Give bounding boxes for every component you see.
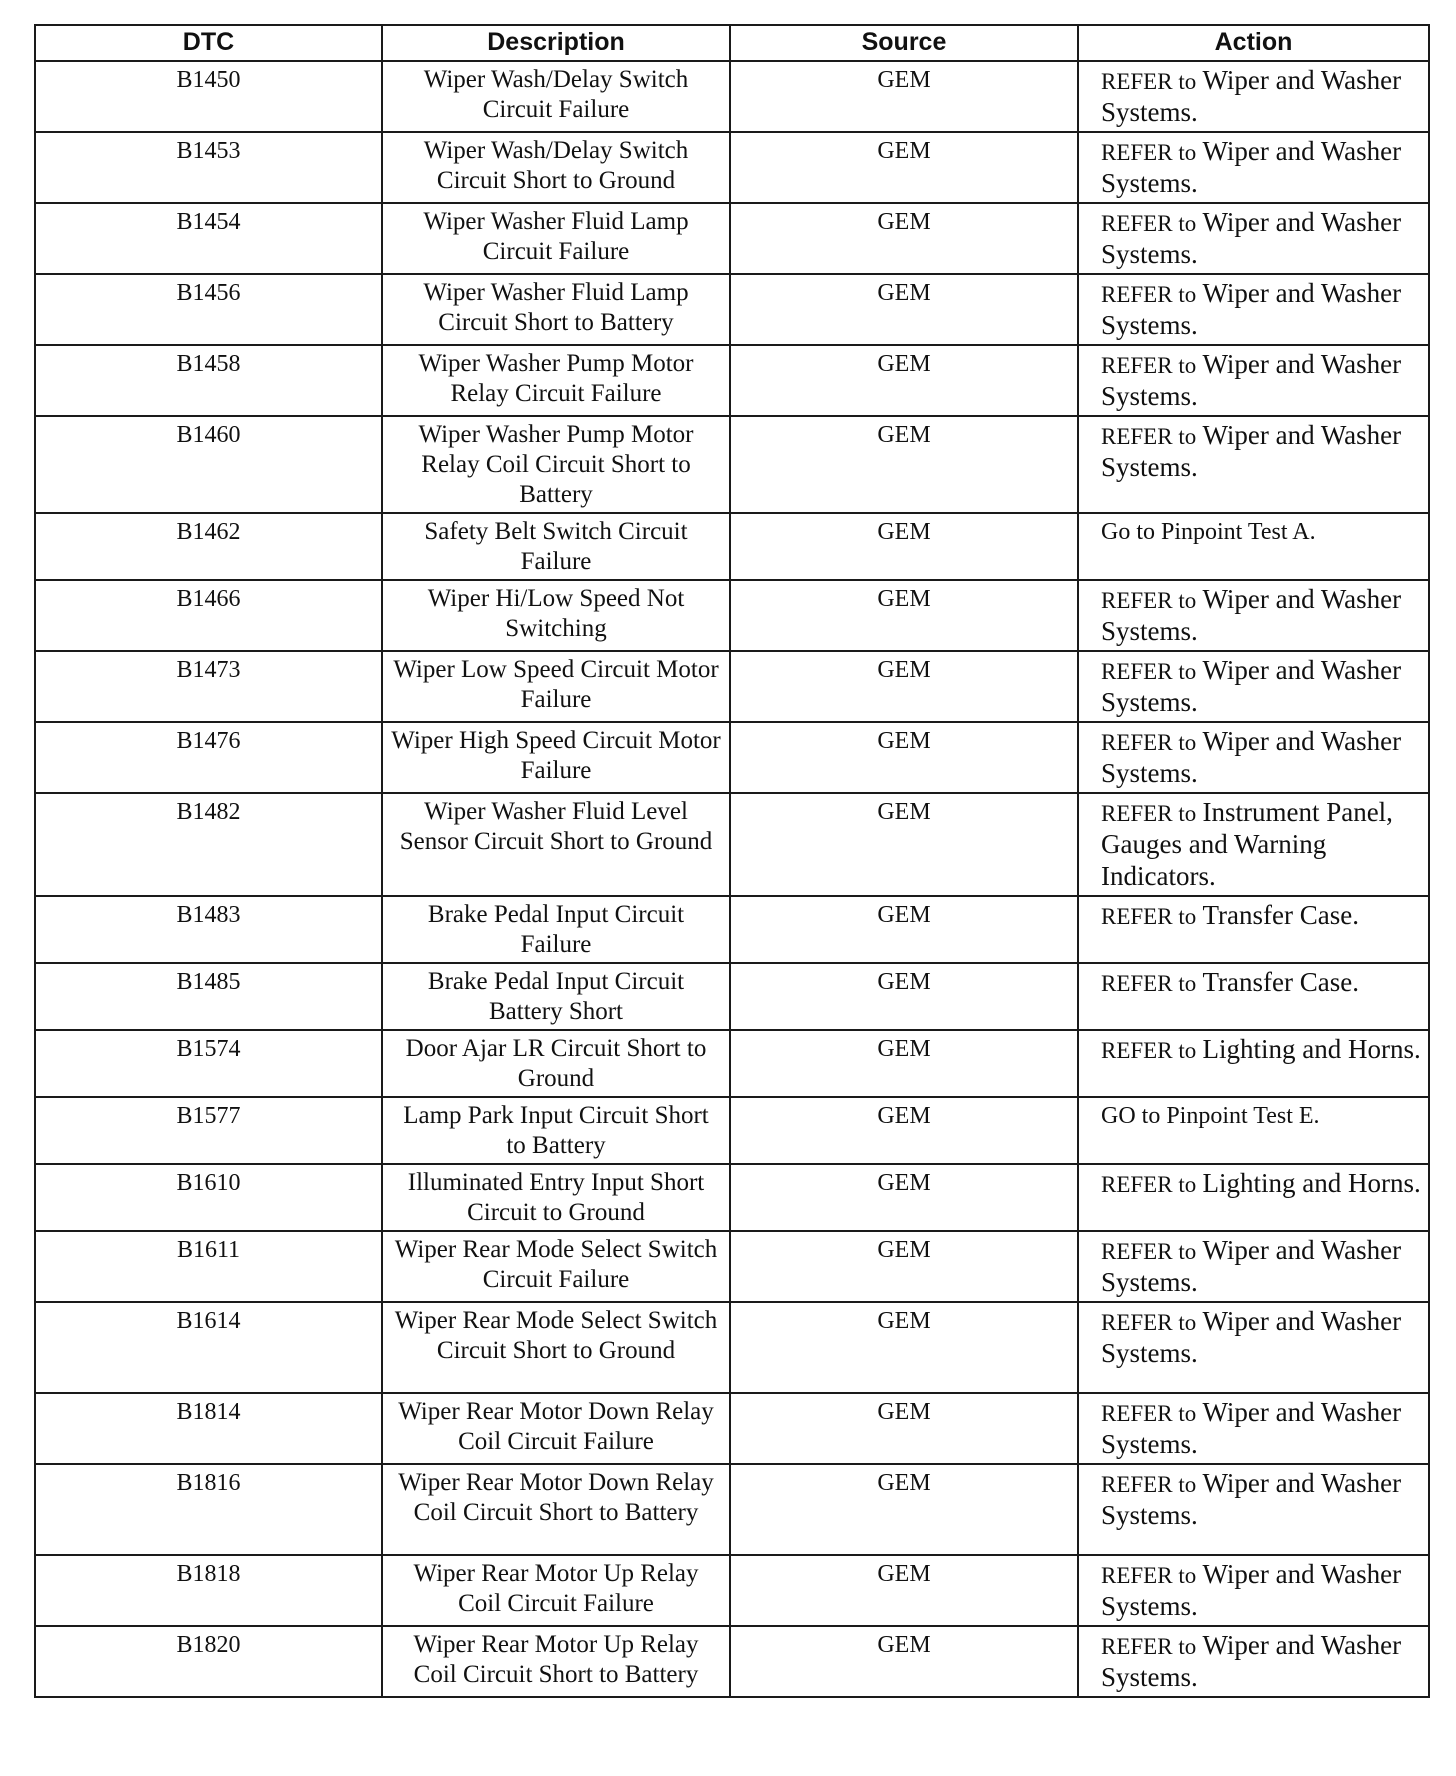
action-text: Lighting and Horns.: [1202, 1034, 1421, 1064]
action-prefix: REFER to: [1101, 971, 1197, 996]
dtc-code-cell: B1611: [35, 1231, 382, 1302]
description-cell: Wiper Wash/Delay Switch Circuit Failure: [382, 61, 730, 132]
description-cell: Wiper Washer Pump Motor Relay Circuit Failure: [382, 345, 730, 416]
source-cell: GEM: [730, 345, 1078, 416]
action-text: Wiper and Washer Systems.: [1101, 1235, 1402, 1297]
action-prefix: REFER to: [1101, 282, 1197, 307]
source-cell: GEM: [730, 580, 1078, 651]
action-cell: [1078, 963, 1429, 1030]
action-prefix: REFER to: [1101, 353, 1197, 378]
table-header: [35, 25, 1429, 61]
table-row: [35, 722, 1429, 793]
source-cell: GEM: [730, 1555, 1078, 1626]
dtc-code-cell: B1482: [35, 793, 382, 896]
source-cell: GEM: [730, 1393, 1078, 1464]
description-cell: Wiper Washer Fluid Level Sensor Circuit Short to Ground: [382, 793, 730, 896]
action-text: Wiper and Washer Systems.: [1101, 136, 1402, 198]
source-cell: GEM: [730, 1626, 1078, 1697]
table-row: [35, 1464, 1429, 1555]
source-cell: GEM: [730, 1464, 1078, 1555]
action-cell: [1078, 1231, 1429, 1302]
action-cell: [1078, 132, 1429, 203]
action-text: Instrument Panel, Gauges and Warning Indicators.: [1101, 797, 1393, 891]
action-text: Go to Pinpoint Test A.: [1101, 519, 1316, 545]
description-cell: Wiper Rear Motor Down Relay Coil Circuit Short to Battery: [382, 1464, 730, 1555]
action-prefix: REFER to: [1101, 659, 1197, 684]
dtc-code-cell: B1614: [35, 1302, 382, 1393]
action-cell: [1078, 345, 1429, 416]
dtc-code-cell: B1462: [35, 513, 382, 580]
dtc-code-cell: B1577: [35, 1097, 382, 1164]
action-prefix: REFER to: [1101, 1401, 1197, 1426]
source-cell: GEM: [730, 416, 1078, 513]
action-prefix: REFER to: [1101, 1634, 1197, 1659]
source-cell: GEM: [730, 274, 1078, 345]
action-cell: [1078, 722, 1429, 793]
dtc-code-cell: B1453: [35, 132, 382, 203]
dtc-code-cell: B1456: [35, 274, 382, 345]
table-row: [35, 651, 1429, 722]
dtc-code-cell: B1818: [35, 1555, 382, 1626]
dtc-code-cell: B1476: [35, 722, 382, 793]
description-cell: Lamp Park Input Circuit Short to Battery: [382, 1097, 730, 1164]
action-cell: [1078, 203, 1429, 274]
description-cell: Wiper Rear Motor Up Relay Coil Circuit Failure: [382, 1555, 730, 1626]
action-prefix: REFER to: [1101, 1172, 1197, 1197]
dtc-code-cell: B1820: [35, 1626, 382, 1697]
table-row: [35, 274, 1429, 345]
dtc-code-cell: B1454: [35, 203, 382, 274]
description-cell: Wiper Hi/Low Speed Not Switching: [382, 580, 730, 651]
dtc-code-cell: B1466: [35, 580, 382, 651]
table-row: [35, 1626, 1429, 1697]
description-cell: Wiper Washer Fluid Lamp Circuit Short to Battery: [382, 274, 730, 345]
source-cell: GEM: [730, 1030, 1078, 1097]
action-prefix: REFER to: [1101, 588, 1197, 613]
dtc-code-cell: B1814: [35, 1393, 382, 1464]
action-cell: [1078, 1393, 1429, 1464]
table-row: [35, 132, 1429, 203]
action-cell: [1078, 1164, 1429, 1231]
header-dtc: DTC: [35, 25, 382, 61]
description-cell: Door Ajar LR Circuit Short to Ground: [382, 1030, 730, 1097]
table-row: [35, 1164, 1429, 1231]
table-row: [35, 1231, 1429, 1302]
dtc-table: [34, 24, 1430, 1698]
source-cell: GEM: [730, 896, 1078, 963]
action-text: Wiper and Washer Systems.: [1101, 655, 1402, 717]
table-row: [35, 61, 1429, 132]
description-cell: Safety Belt Switch Circuit Failure: [382, 513, 730, 580]
action-cell: [1078, 1464, 1429, 1555]
action-text: Wiper and Washer Systems.: [1101, 584, 1402, 646]
dtc-code-cell: B1450: [35, 61, 382, 132]
source-cell: GEM: [730, 963, 1078, 1030]
header-row: [35, 25, 1429, 61]
table-row: [35, 1393, 1429, 1464]
source-cell: GEM: [730, 651, 1078, 722]
table-row: [35, 1030, 1429, 1097]
action-text: Wiper and Washer Systems.: [1101, 1397, 1402, 1459]
source-cell: GEM: [730, 1164, 1078, 1231]
action-text: Wiper and Washer Systems.: [1101, 1468, 1402, 1530]
description-cell: Wiper Rear Motor Down Relay Coil Circuit Failure: [382, 1393, 730, 1464]
action-prefix: REFER to: [1101, 1310, 1197, 1335]
action-text: Transfer Case.: [1202, 967, 1359, 997]
action-prefix: REFER to: [1101, 1038, 1197, 1063]
action-prefix: REFER to: [1101, 424, 1197, 449]
action-text: Wiper and Washer Systems.: [1101, 65, 1402, 127]
table-row: [35, 793, 1429, 896]
action-prefix: REFER to: [1101, 69, 1197, 94]
table-body: [35, 61, 1429, 1697]
action-cell: [1078, 274, 1429, 345]
action-cell: [1078, 61, 1429, 132]
description-cell: Wiper Rear Mode Select Switch Circuit Failure: [382, 1231, 730, 1302]
action-text: Lighting and Horns.: [1202, 1168, 1421, 1198]
action-cell: [1078, 896, 1429, 963]
action-cell: [1078, 1030, 1429, 1097]
action-prefix: REFER to: [1101, 1563, 1197, 1588]
table-row: [35, 580, 1429, 651]
table-row: [35, 896, 1429, 963]
action-prefix: REFER to: [1101, 904, 1197, 929]
description-cell: Wiper Wash/Delay Switch Circuit Short to Ground: [382, 132, 730, 203]
description-cell: Wiper Rear Motor Up Relay Coil Circuit Short to Battery: [382, 1626, 730, 1697]
action-prefix: REFER to: [1101, 730, 1197, 755]
source-cell: GEM: [730, 513, 1078, 580]
action-cell: [1078, 793, 1429, 896]
action-prefix: REFER to: [1101, 1472, 1197, 1497]
action-prefix: REFER to: [1101, 140, 1197, 165]
source-cell: GEM: [730, 1231, 1078, 1302]
header-description: Description: [382, 25, 730, 61]
source-cell: GEM: [730, 1302, 1078, 1393]
dtc-code-cell: B1483: [35, 896, 382, 963]
table-row: [35, 1097, 1429, 1164]
action-cell: [1078, 416, 1429, 513]
source-cell: GEM: [730, 722, 1078, 793]
dtc-code-cell: B1458: [35, 345, 382, 416]
action-prefix: REFER to: [1101, 801, 1197, 826]
description-cell: Brake Pedal Input Circuit Failure: [382, 896, 730, 963]
dtc-code-cell: B1816: [35, 1464, 382, 1555]
action-text: GO to Pinpoint Test E.: [1101, 1103, 1320, 1129]
description-cell: Brake Pedal Input Circuit Battery Short: [382, 963, 730, 1030]
description-cell: Wiper Rear Mode Select Switch Circuit Short to Ground: [382, 1302, 730, 1393]
source-cell: GEM: [730, 1097, 1078, 1164]
action-prefix: REFER to: [1101, 211, 1197, 236]
table-row: [35, 345, 1429, 416]
action-cell: [1078, 1302, 1429, 1393]
description-cell: Wiper Low Speed Circuit Motor Failure: [382, 651, 730, 722]
action-text: Transfer Case.: [1202, 900, 1359, 930]
action-text: Wiper and Washer Systems.: [1101, 349, 1402, 411]
source-cell: GEM: [730, 793, 1078, 896]
action-text: Wiper and Washer Systems.: [1101, 420, 1402, 482]
description-cell: Illuminated Entry Input Short Circuit to Ground: [382, 1164, 730, 1231]
action-text: Wiper and Washer Systems.: [1101, 207, 1402, 269]
table-row: [35, 963, 1429, 1030]
action-cell: [1078, 513, 1429, 580]
dtc-code-cell: B1460: [35, 416, 382, 513]
table-row: [35, 416, 1429, 513]
source-cell: GEM: [730, 203, 1078, 274]
dtc-code-cell: B1485: [35, 963, 382, 1030]
description-cell: Wiper Washer Pump Motor Relay Coil Circuit Short to Battery: [382, 416, 730, 513]
table-row: [35, 203, 1429, 274]
action-cell: [1078, 1555, 1429, 1626]
action-text: Wiper and Washer Systems.: [1101, 1306, 1402, 1368]
dtc-code-cell: B1473: [35, 651, 382, 722]
action-cell: [1078, 1097, 1429, 1164]
table-row: [35, 513, 1429, 580]
table-row: [35, 1302, 1429, 1393]
header-action: Action: [1078, 25, 1429, 61]
action-cell: [1078, 651, 1429, 722]
action-text: Wiper and Washer Systems.: [1101, 278, 1402, 340]
description-cell: Wiper High Speed Circuit Motor Failure: [382, 722, 730, 793]
header-source: Source: [730, 25, 1078, 61]
source-cell: GEM: [730, 132, 1078, 203]
description-cell: Wiper Washer Fluid Lamp Circuit Failure: [382, 203, 730, 274]
dtc-code-cell: B1574: [35, 1030, 382, 1097]
action-text: Wiper and Washer Systems.: [1101, 1559, 1402, 1621]
dtc-code-cell: B1610: [35, 1164, 382, 1231]
table-row: [35, 1555, 1429, 1626]
action-prefix: REFER to: [1101, 1239, 1197, 1264]
source-cell: GEM: [730, 61, 1078, 132]
action-cell: [1078, 1626, 1429, 1697]
action-cell: [1078, 580, 1429, 651]
action-text: Wiper and Washer Systems.: [1101, 1630, 1402, 1692]
action-text: Wiper and Washer Systems.: [1101, 726, 1402, 788]
